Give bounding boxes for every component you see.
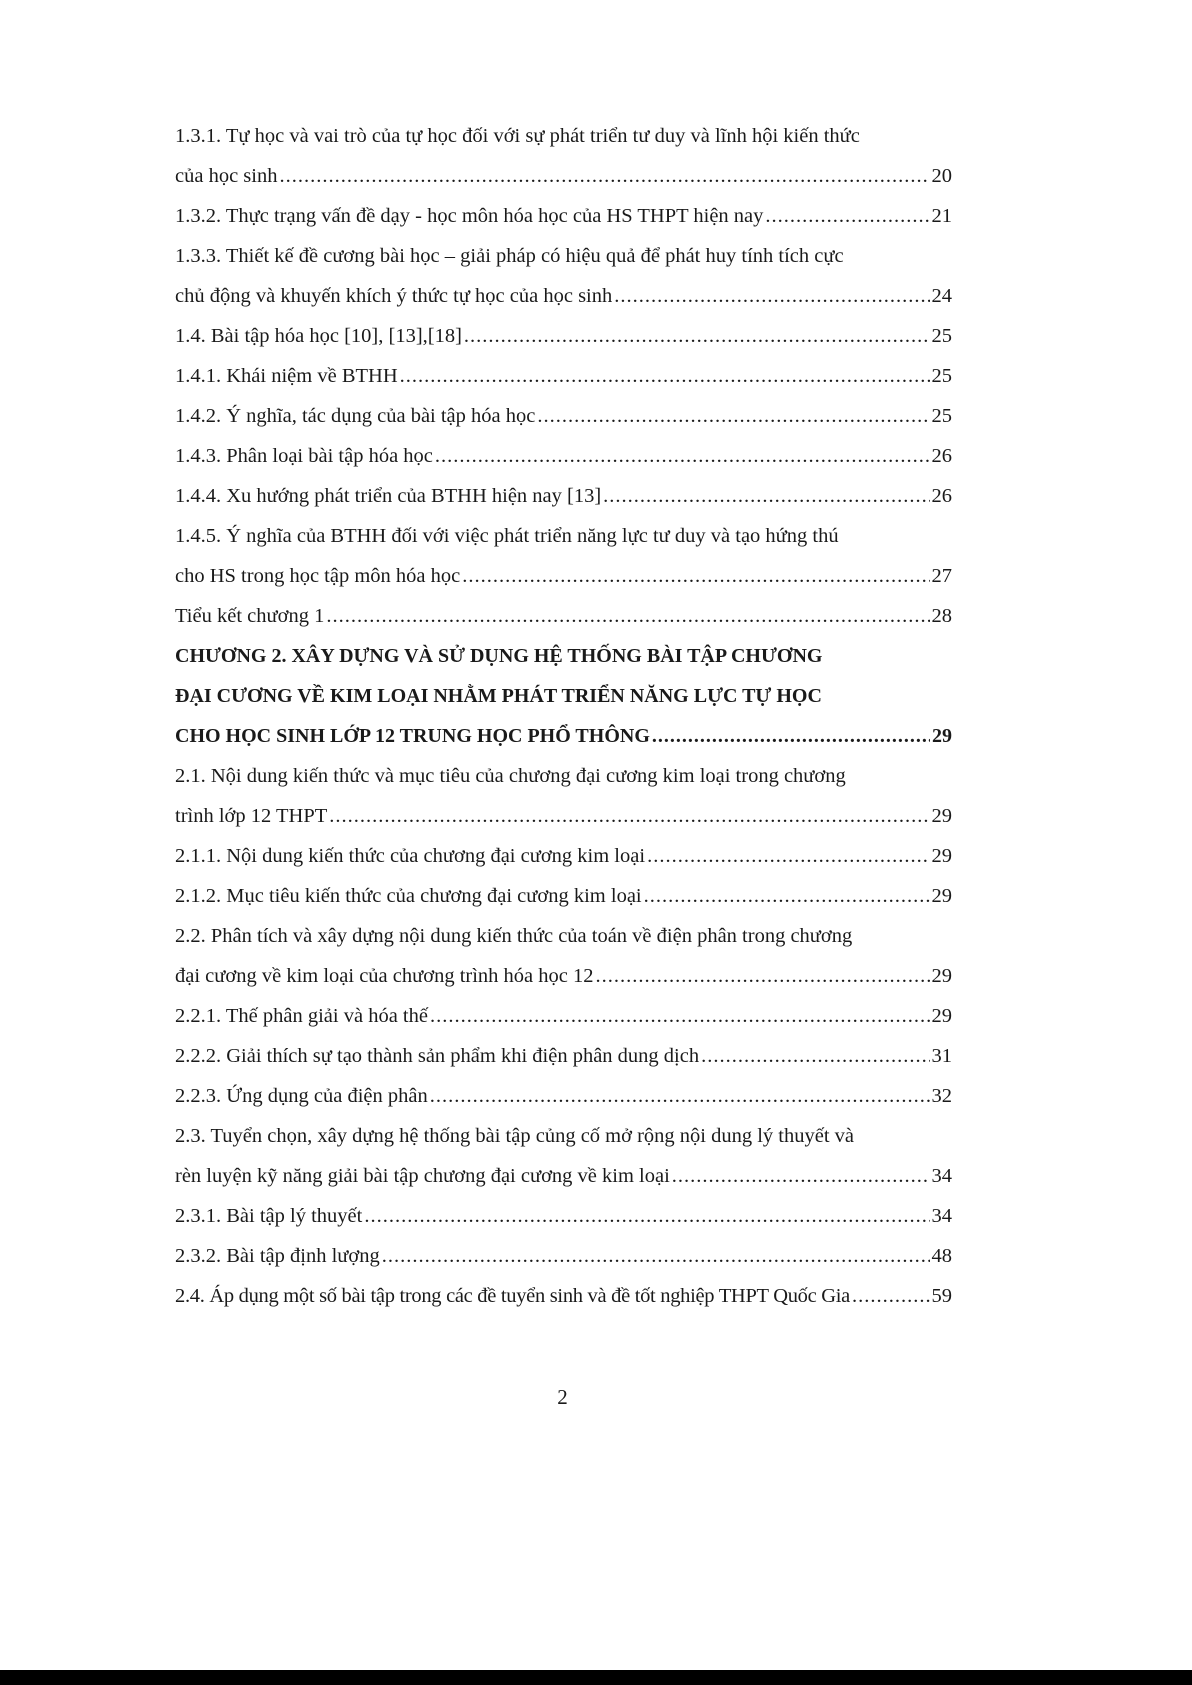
toc-entry[interactable] [175, 1116, 952, 1196]
toc-entry-row [175, 156, 952, 196]
toc-entry[interactable] [175, 996, 952, 1036]
toc-entry[interactable] [175, 1036, 952, 1076]
dot-leader [464, 316, 930, 356]
page-number: 2 [557, 1385, 568, 1409]
toc-entry-row [175, 1276, 952, 1316]
toc-entry[interactable] [175, 316, 952, 356]
table-of-contents [175, 116, 952, 1316]
dot-leader [652, 716, 930, 756]
toc-entry-text: 1.4.1. Khái niệm về BTHH [175, 365, 398, 387]
toc-entry-text: 1.4. Bài tập hóa học [10], [13],[18] [175, 325, 462, 347]
toc-entry[interactable] [175, 196, 952, 236]
toc-entry-row [175, 396, 952, 436]
toc-entry[interactable] [175, 396, 952, 436]
toc-entry-row [175, 836, 952, 876]
toc-entry-row [175, 1076, 952, 1116]
toc-entry-text: 2.3.2. Bài tập định lượng [175, 1245, 380, 1267]
toc-entry-text: 2.1.1. Nội dung kiến thức của chương đại cương kim loại [175, 845, 646, 867]
toc-entry[interactable] [175, 516, 952, 596]
toc-page-number: 48 [931, 1245, 952, 1267]
toc-entry-text: chủ động và khuyến khích ý thức tự học của học sinh [175, 285, 613, 307]
toc-entry-row [175, 1156, 952, 1196]
dot-leader [400, 356, 930, 396]
toc-page-number: 21 [931, 205, 952, 227]
toc-entry[interactable] [175, 116, 952, 196]
toc-entry[interactable] [175, 836, 952, 876]
toc-entry-text: 2.1.2. Mục tiêu kiến thức của chương đại cương kim loại [175, 885, 642, 907]
toc-entry-text: của học sinh [175, 165, 278, 187]
dot-leader [382, 1236, 930, 1276]
toc-entry[interactable] [175, 1276, 952, 1316]
toc-page-number: 29 [931, 1005, 952, 1027]
toc-entry-text: 1.3.2. Thực trạng vấn đề dạy - học môn hóa học của HS THPT hiện nay [175, 205, 764, 227]
toc-entry-text: cho HS trong học tập môn hóa học [175, 565, 461, 587]
toc-entry-text: 2.2.3. Ứng dụng của điện phân [175, 1085, 428, 1107]
toc-page-number: 34 [931, 1165, 952, 1187]
toc-entry-text: rèn luyện kỹ năng giải bài tập chương đại cương về kim loại [175, 1165, 670, 1187]
toc-entry-row [175, 476, 952, 516]
toc-entry-row [175, 956, 952, 996]
toc-page-number: 25 [931, 405, 952, 427]
toc-entry-text: 1.4.4. Xu hướng phát triển của BTHH hiện nay [13] [175, 485, 602, 507]
toc-page-number: 29 [931, 885, 952, 907]
toc-page-number: 27 [931, 565, 952, 587]
dot-leader [462, 556, 929, 596]
toc-entry[interactable] [175, 436, 952, 476]
toc-entry-row [175, 876, 952, 916]
dot-leader [364, 1196, 929, 1236]
toc-entry[interactable] [175, 236, 952, 316]
toc-entry-text: trình lớp 12 THPT [175, 805, 328, 827]
toc-page-number: 20 [931, 165, 952, 187]
toc-entry-row [175, 316, 952, 356]
bottom-border-bar [0, 1670, 1192, 1685]
toc-entry-text: CHO HỌC SINH LỚP 12 TRUNG HỌC PHỔ THÔNG [175, 725, 650, 747]
dot-leader [765, 196, 929, 236]
toc-entry-row [175, 796, 952, 836]
toc-chapter-entry[interactable] [175, 636, 952, 756]
toc-entry-text: CHƯƠNG 2. XÂY DỰNG VÀ SỬ DỤNG HỆ THỐNG BÀI TẬP CHƯƠNG [175, 645, 823, 667]
toc-page-number: 25 [931, 365, 952, 387]
dot-leader [326, 596, 929, 636]
toc-entry-text: 2.1. Nội dung kiến thức và mục tiêu của chương đại cương kim loại trong chương [175, 765, 846, 787]
toc-page-number: 25 [931, 325, 952, 347]
dot-leader [672, 1156, 930, 1196]
toc-entry-row [175, 1236, 952, 1276]
toc-entry[interactable] [175, 476, 952, 516]
dot-leader [647, 836, 929, 876]
toc-entry[interactable] [175, 756, 952, 836]
toc-page-number: 28 [931, 605, 952, 627]
toc-page-number: 29 [931, 965, 952, 987]
toc-entry[interactable] [175, 1236, 952, 1276]
toc-entry-text: 1.4.2. Ý nghĩa, tác dụng của bài tập hóa học [175, 405, 536, 427]
toc-entry-text: 2.2. Phân tích và xây dựng nội dung kiến thức của toán về điện phân trong chương [175, 925, 853, 947]
toc-entry-row [175, 556, 952, 596]
toc-entry-row [175, 1196, 952, 1236]
toc-entry-row [175, 596, 952, 636]
dot-leader [614, 276, 929, 316]
toc-entry-text: 2.3.1. Bài tập lý thuyết [175, 1205, 363, 1227]
toc-entry-text: 1.4.3. Phân loại bài tập hóa học [175, 445, 433, 467]
dot-leader [701, 1036, 929, 1076]
toc-entry-text: 2.2.2. Giải thích sự tạo thành sản phẩm khi điện phân dung dịch [175, 1045, 700, 1067]
toc-entry-text: 1.3.1. Tự học và vai trò của tự học đối với sự phát triển tư duy và lĩnh hội kiến thức [175, 125, 860, 147]
dot-leader [537, 396, 929, 436]
dot-leader [430, 996, 930, 1036]
toc-entry-text: 2.4. Áp dụng một số bài tập trong các đề tuyển sinh và đề tốt nghiệp THPT Quốc Gia [175, 1285, 850, 1307]
toc-entry-text: 2.2.1. Thế phân giải và hóa thế [175, 1005, 428, 1027]
toc-entry-text: 1.3.3. Thiết kế đề cương bài học – giải pháp có hiệu quả để phát huy tính tích cực [175, 245, 844, 267]
toc-page-number: 26 [931, 445, 952, 467]
toc-entry-text: ĐẠI CƯƠNG VỀ KIM LOẠI NHẰM PHÁT TRIỂN NĂNG LỰC TỰ HỌC [175, 685, 822, 707]
toc-entry[interactable] [175, 876, 952, 916]
toc-page-number: 26 [931, 485, 952, 507]
toc-page-number: 32 [931, 1085, 952, 1107]
toc-entry-row [175, 276, 952, 316]
toc-entry-row [175, 356, 952, 396]
toc-entry[interactable] [175, 1196, 952, 1236]
dot-leader [644, 876, 930, 916]
toc-entry-row [175, 1036, 952, 1076]
toc-entry[interactable] [175, 356, 952, 396]
toc-entry-row [175, 196, 952, 236]
toc-page-number: 29 [931, 845, 952, 867]
toc-page-number: 31 [931, 1045, 952, 1067]
toc-entry-row [175, 996, 952, 1036]
toc-entry-row [175, 716, 952, 756]
toc-entry-row [175, 436, 952, 476]
toc-page-number: 29 [931, 805, 952, 827]
dot-leader [329, 796, 929, 836]
toc-page-number: 34 [931, 1205, 952, 1227]
toc-page-number: 24 [931, 285, 952, 307]
dot-leader [279, 156, 929, 196]
toc-entry-text: 1.4.5. Ý nghĩa của BTHH đối với việc phát triển năng lực tư duy và tạo hứng thú [175, 525, 839, 547]
toc-entry-text: Tiểu kết chương 1 [175, 605, 325, 627]
toc-entry-text: đại cương về kim loại của chương trình hóa học 12 [175, 965, 594, 987]
dot-leader [430, 1076, 930, 1116]
toc-page-number: 29 [932, 725, 952, 747]
toc-entry[interactable] [175, 1076, 952, 1116]
toc-entry[interactable] [175, 916, 952, 996]
dot-leader [435, 436, 930, 476]
toc-entry[interactable] [175, 596, 952, 636]
dot-leader [852, 1276, 930, 1316]
toc-page-number: 59 [931, 1285, 952, 1307]
toc-entry-text: 2.3. Tuyển chọn, xây dựng hệ thống bài tập củng cố mở rộng nội dung lý thuyết và [175, 1125, 855, 1147]
dot-leader [603, 476, 929, 516]
dot-leader [596, 956, 930, 996]
